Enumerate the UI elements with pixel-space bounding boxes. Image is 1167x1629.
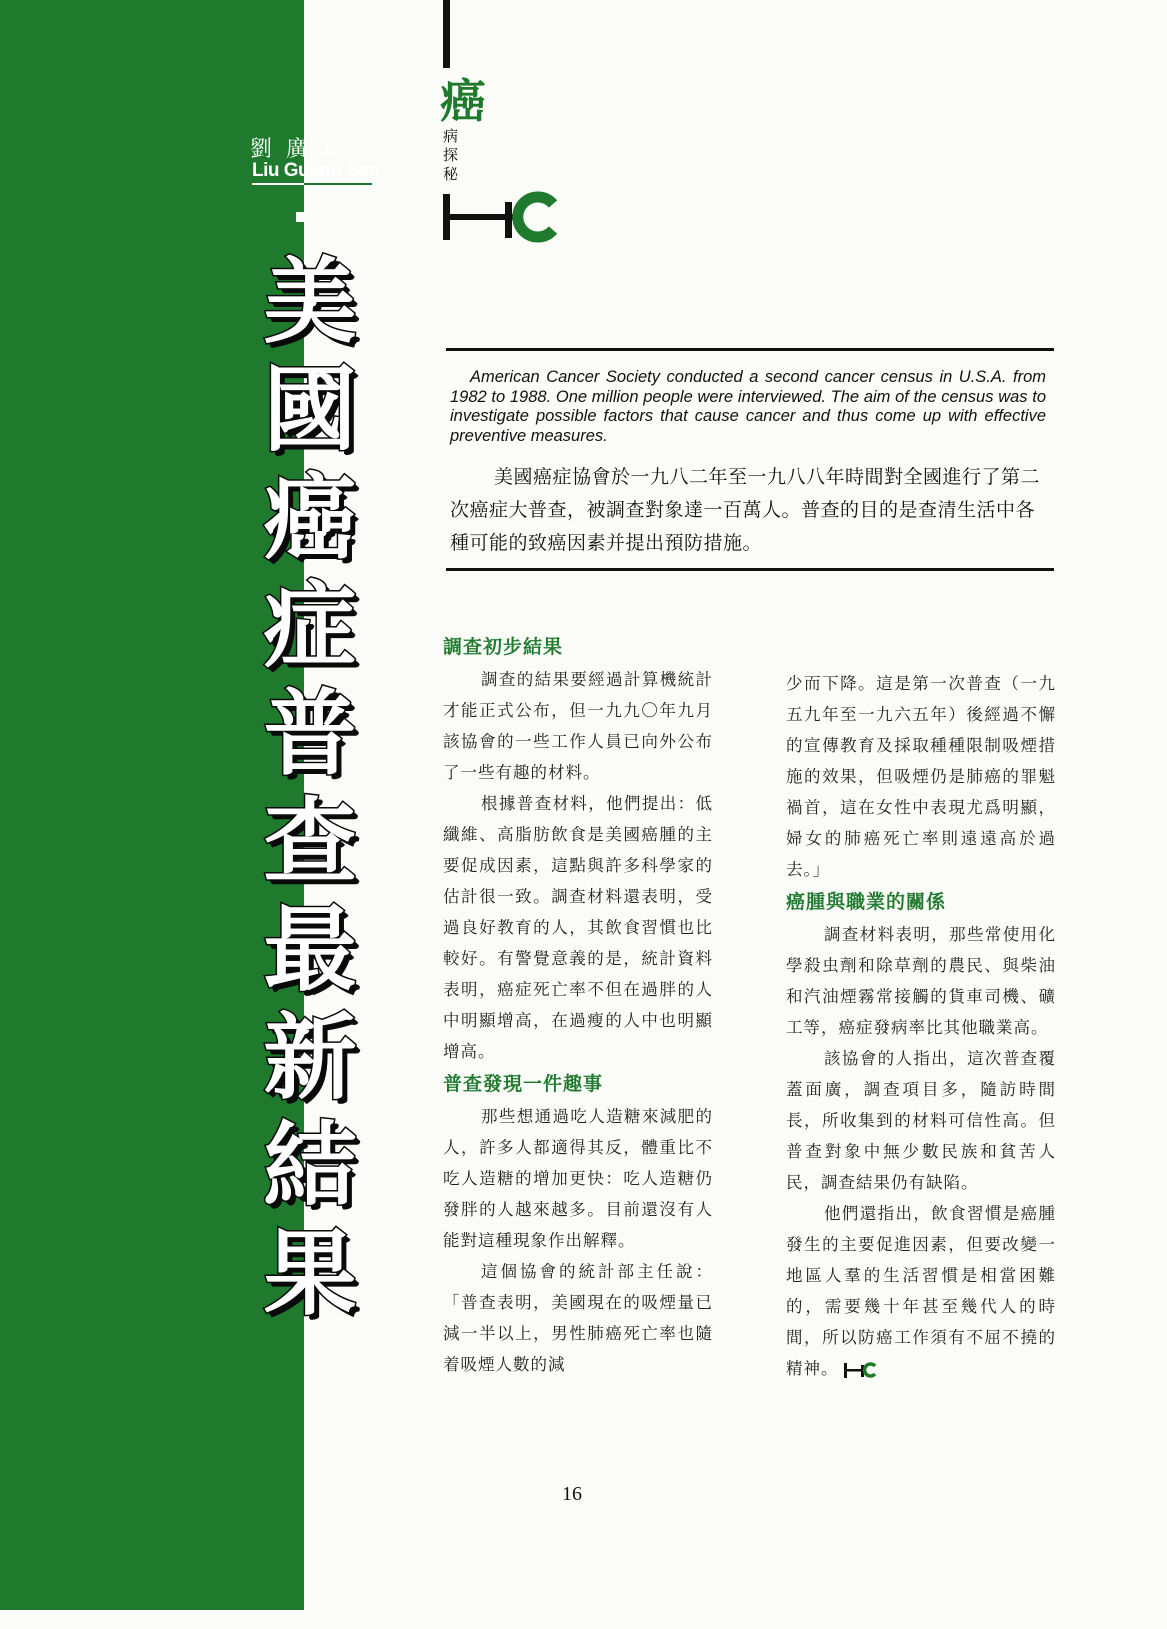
author-name-english: Liu Guang Sen (252, 160, 380, 181)
section-heading: 調查初步結果 (443, 636, 564, 658)
paragraph: 根據普查材料，他們提出：低纖維、高脂肪飲食是美國癌腫的主要促成因素，這點與許多科學家的估計很一致。調查材料還表明，受過良好教育的人，其飲食習慣也比較好。有警覺意義的是，統計資料表明，癌症死亡率不但在過胖的人中明顯增高，在過瘦的人中也明顯增高。 (443, 794, 713, 1061)
column-label-main: 癌 (440, 74, 486, 128)
column-label-char: 秘 (443, 165, 459, 183)
title-char: 新 (263, 1004, 357, 1112)
paragraph: 調查材料表明，那些常使用化學殺虫劑和除草劑的農民、與柴油和汽油煙霧常接觸的貨車司機、礦工等，癌症發病率比其他職業高。 (786, 925, 1056, 1037)
title-char: 查 (263, 788, 357, 896)
abstract-english: American Cancer Society conducted a second cancer census in U.S.A. from 1982 to 1988. One million people were interviewed. The aim of the census was to investigate possible factors that cause cancer and thus come up with effective preventive measures. (450, 368, 1046, 445)
paragraph (786, 1198, 1056, 1384)
article-title (255, 248, 365, 1328)
abstract-bottom-rule (446, 568, 1054, 571)
title-char: 果 (263, 1220, 357, 1328)
section-heading: 普查發現一件趣事 (443, 1073, 604, 1095)
title-char: 國 (263, 356, 357, 464)
paragraph: 少而下降。這是第一次普查（一九五九年至一九六五年）後經過不懈的宣傳教育及採取種種限制吸煙措施的效果，但吸煙仍是肺癌的罪魁禍首，這在女性中表現尤爲明顯，婦女的肺癌死亡率則遠遠高於過去。」 (786, 674, 1056, 879)
hc-logo-icon (441, 188, 561, 244)
title-char: 結 (263, 1112, 357, 1220)
title-char: 美 (263, 248, 357, 356)
abstract-chinese: 美國癌症協會於一九八二年至一九八八年時間對全國進行了第二次癌症大普查，被調查對象達一百萬人。普查的目的是查清生活中各種可能的致癌因素并提出預防措施。 (450, 466, 1041, 554)
paragraph-text: 他們還指出，飲食習慣是癌腫發生的主要促進因素，但要改變一地區人羣的生活習慣是相當困難的，需要幾十年甚至幾代人的時間，所以防癌工作須有不屈不撓的精神。 (786, 1204, 1056, 1378)
column-label-char: 病 (443, 127, 459, 145)
text-column-left (443, 630, 713, 1380)
paragraph: 調查的結果要經過計算機統計才能正式公布，但一九九〇年九月該協會的一些工作人員已向外公布了一些有趣的材料。 (443, 670, 713, 782)
hc-end-mark-icon (843, 1361, 877, 1379)
title-char: 症 (263, 572, 357, 680)
section-heading: 癌腫與職業的關係 (786, 891, 947, 913)
header-vertical-bar (443, 0, 450, 68)
author-underline-white (252, 183, 304, 185)
author-name-chinese: 劉廣森 (250, 137, 359, 162)
paragraph: 那些想通過吃人造糖來減肥的人，許多人都適得其反，體重比不吃人造糖的增加更快：吃人造糖仍發胖的人越來越多。目前還沒有人能對這種現象作出解釋。 (443, 1107, 713, 1250)
text-column-right (786, 668, 1056, 1384)
abstract-top-rule (446, 348, 1054, 351)
title-char: 最 (263, 896, 357, 1004)
column-label-sub (443, 127, 463, 184)
band-notch (296, 212, 306, 222)
paragraph: 該協會的人指出，這次普查覆蓋面廣，調查項目多，隨訪時間長，所收集到的材料可信性高。但普查對象中無少數民族和貧苦人民，調查結果仍有缺陷。 (786, 1049, 1056, 1192)
title-char: 普 (263, 680, 357, 788)
page-margin (0, 1610, 304, 1629)
page-number: 16 (562, 1483, 582, 1505)
paragraph: 這個協會的統計部主任說：「普查表明，美國現在的吸煙量已減一半以上，男性肺癌死亡率也隨着吸煙人數的減 (443, 1262, 713, 1374)
column-label-char: 探 (443, 146, 459, 164)
title-char: 癌 (263, 464, 357, 572)
